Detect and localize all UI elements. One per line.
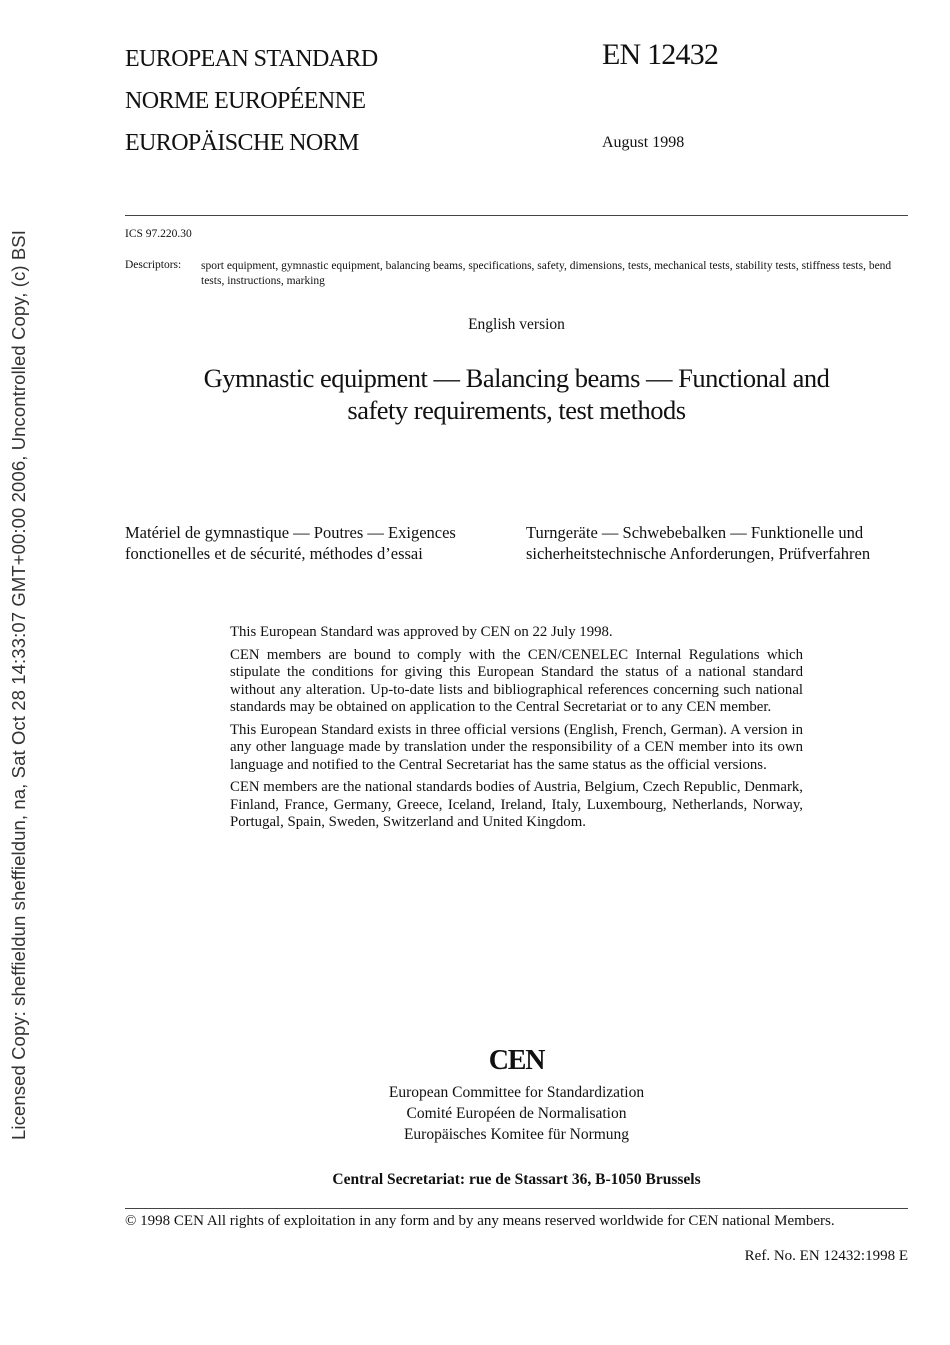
french-title-line-2: fonctionelles et de sécurité, méthodes d’essai [125, 544, 423, 563]
german-title-line-1: Turngeräte — Schwebebalken — Funktionelle und [526, 523, 864, 542]
cen-name-german: Europäisches Komitee für Normung [403, 1126, 630, 1143]
bottom-divider [125, 1208, 908, 1209]
reference-number: Ref. No. EN 12432:1998 E [744, 1248, 908, 1264]
french-title [125, 522, 515, 564]
document-title-line-2: safety requirements, test methods [347, 395, 686, 425]
title-european-standard: EUROPEAN STANDARD [125, 46, 378, 72]
top-divider [125, 215, 908, 216]
descriptors-text: sport equipment, gymnastic equipment, balancing beams, specifications, safety, dimensions, tests, mechanical tests, stability tests, stiffness tests, bend tests, instructions, marking [201, 260, 892, 287]
cen-name-french: Comité Européen de Normalisation [406, 1105, 627, 1122]
german-title-line-2: sicherheitstechnische Anforderungen, Prüfverfahren [526, 544, 871, 563]
approval-notice [230, 624, 803, 837]
cen-name-english: European Committee for Standardization [388, 1084, 645, 1101]
french-title-line-1: Matériel de gymnastique — Poutres — Exigences [125, 523, 456, 542]
document-title [125, 362, 908, 426]
german-title [526, 522, 926, 564]
document-title-line-1: Gymnastic equipment — Balancing beams — Functional and [203, 363, 830, 393]
copyright-notice: © 1998 CEN All rights of exploitation in any form and by any means reserved worldwide for CEN national Members. [125, 1213, 835, 1229]
approval-date-paragraph: This European Standard was approved by CEN on 22 July 1998. [230, 624, 613, 640]
cen-logo: CEN [488, 1045, 545, 1076]
cen-names [125, 1082, 908, 1145]
publication-date: August 1998 [602, 134, 685, 151]
compliance-paragraph: CEN members are bound to comply with the CEN/CENELEC Internal Regulations which stipulate the conditions for giving this European Standard the status of a national standard without any alteration. Up-to-date lists and bibliographical references concerning such national standards may be obtained on application to the Central Secretariat or to any CEN member. [230, 646, 803, 715]
language-version: English version [468, 316, 565, 333]
title-norme-europeenne: NORME EUROPÉENNE [125, 88, 366, 114]
descriptors-label: Descriptors: [125, 259, 182, 271]
official-versions-paragraph: This European Standard exists in three official versions (English, French, German). A version in any other language made by translation under the responsibility of a CEN member into its own language and notified to the Central Secretariat has the same status as the official versions. [230, 721, 803, 773]
central-secretariat-address: Central Secretariat: rue de Stassart 36, B-1050 Brussels [332, 1171, 701, 1188]
standard-number: EN 12432 [602, 38, 719, 71]
title-europaische-norm: EUROPÄISCHE NORM [125, 130, 359, 156]
members-paragraph: CEN members are the national standards bodies of Austria, Belgium, Czech Republic, Denmark, Finland, France, Germany, Greece, Iceland, Ireland, Italy, Luxembourg, Netherlands, Norway, Portugal, Spain, Sweden, Switzerland and United Kingdom. [230, 779, 803, 830]
ics-code: ICS 97.220.30 [125, 228, 192, 240]
license-watermark: Licensed Copy: sheffieldun sheffieldun, na, Sat Oct 28 14:33:07 GMT+00:00 2006, Uncontrolled Copy, (c) BSI [8, 230, 29, 1140]
